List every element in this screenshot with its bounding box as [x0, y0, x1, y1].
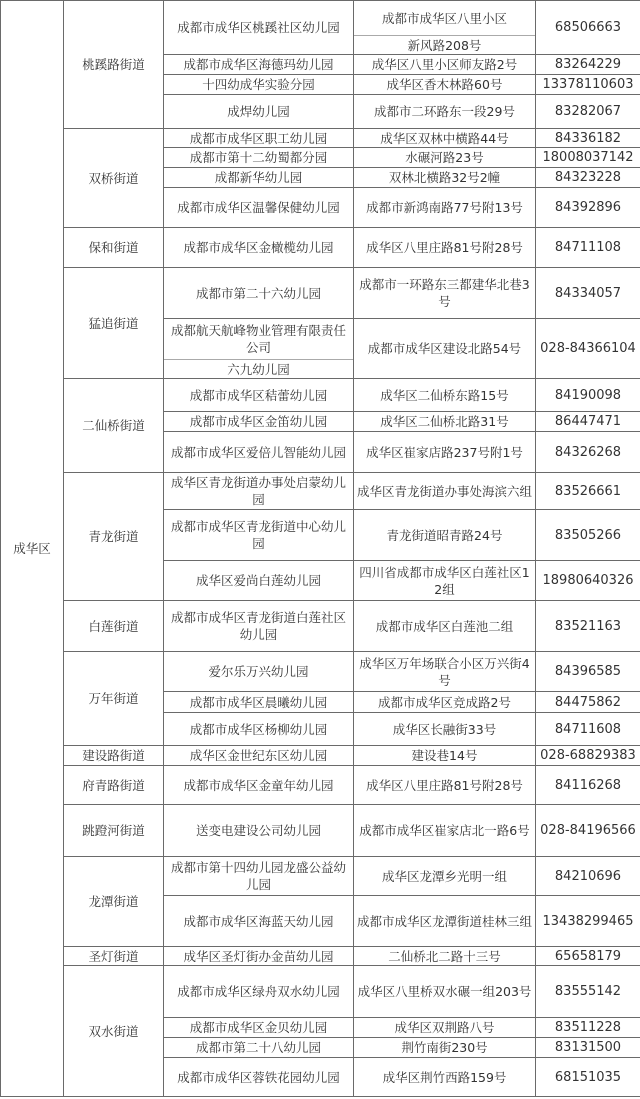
address-cell: 成都市一环路东三都建华北巷3号 — [354, 268, 536, 319]
school-name-cell: 成都市成华区金橄榄幼儿园 — [164, 228, 354, 268]
school-name-cell: 十四幼成华实验分园 — [164, 75, 354, 95]
street-cell: 万年街道 — [64, 652, 164, 746]
street-cell: 桃蹊路街道 — [64, 1, 164, 129]
phone-cell: 84326268 — [536, 432, 640, 473]
address-cell: 水碾河路23号 — [354, 148, 536, 168]
address-cell: 成华区八里桥双水碾一组203号 — [354, 966, 536, 1018]
school-name-cell-line: 六九幼儿园 — [164, 359, 353, 378]
table-row — [1, 805, 640, 857]
phone-cell: 84116268 — [536, 766, 640, 805]
street-cell: 猛追街道 — [64, 268, 164, 379]
phone-cell: 83555142 — [536, 966, 640, 1018]
phone-cell: 13438299465 — [536, 896, 640, 947]
school-name-cell: 成都市成华区绿舟双水幼儿园 — [164, 966, 354, 1018]
table-row — [1, 1, 640, 55]
address-cell: 建设巷14号 — [354, 746, 536, 766]
phone-cell: 84334057 — [536, 268, 640, 319]
phone-cell: 028-84366104 — [536, 319, 640, 379]
address-cell-line: 新风路208号 — [354, 35, 535, 54]
address-cell: 荆竹南街230号 — [354, 1038, 536, 1058]
school-name-cell — [164, 319, 354, 379]
phone-cell: 84210696 — [536, 857, 640, 896]
address-cell-line: 成都市成华区八里小区 — [381, 10, 507, 26]
street-cell: 双桥街道 — [64, 129, 164, 228]
address-cell: 成华区双荆路八号 — [354, 1018, 536, 1038]
school-name-cell: 成都市成华区晨曦幼儿园 — [164, 692, 354, 713]
school-name-cell: 成都市成华区青龙街道中心幼儿园 — [164, 510, 354, 561]
table-row — [1, 947, 640, 966]
phone-cell: 68506663 — [536, 1, 640, 55]
table-row — [1, 966, 640, 1018]
school-name-cell: 成都市成华区温馨保健幼儿园 — [164, 188, 354, 228]
school-name-cell: 成华区爱尚白莲幼儿园 — [164, 561, 354, 601]
phone-cell: 028-84196566 — [536, 805, 640, 857]
school-name-cell: 成都市第十四幼儿园龙盛公益幼儿园 — [164, 857, 354, 896]
school-name-cell: 成都市第十二幼蜀都分园 — [164, 148, 354, 168]
table-row — [1, 379, 640, 412]
school-name-cell: 成都市成华区职工幼儿园 — [164, 129, 354, 148]
address-cell: 成华区香木林路60号 — [354, 75, 536, 95]
address-cell: 二仙桥北二路十三号 — [354, 947, 536, 966]
school-name-cell: 成都市成华区金贝幼儿园 — [164, 1018, 354, 1038]
phone-cell: 65658179 — [536, 947, 640, 966]
address-cell: 成都市成华区龙潭街道桂林三组 — [354, 896, 536, 947]
address-cell: 成华区八里庄路81号附28号 — [354, 228, 536, 268]
phone-cell: 84392896 — [536, 188, 640, 228]
school-name-cell: 成都市第二十八幼儿园 — [164, 1038, 354, 1058]
phone-cell: 84336182 — [536, 129, 640, 148]
phone-cell: 028-68829383 — [536, 746, 640, 766]
phone-cell: 84396585 — [536, 652, 640, 692]
phone-cell: 86447471 — [536, 412, 640, 432]
address-cell: 青龙街道昭青路24号 — [354, 510, 536, 561]
table-row — [1, 129, 640, 148]
address-cell: 成都市成华区白莲池二组 — [354, 601, 536, 652]
address-cell: 成华区双林中横路44号 — [354, 129, 536, 148]
phone-cell: 84190098 — [536, 379, 640, 412]
phone-cell: 83505266 — [536, 510, 640, 561]
phone-cell: 18008037142 — [536, 148, 640, 168]
phone-cell: 83511228 — [536, 1018, 640, 1038]
address-cell: 成华区八里庄路81号附28号 — [354, 766, 536, 805]
phone-cell: 13378110603 — [536, 75, 640, 95]
address-cell: 成都市成华区崔家店北一路6号 — [354, 805, 536, 857]
phone-cell: 83131500 — [536, 1038, 640, 1058]
table-row — [1, 228, 640, 268]
street-cell: 双水街道 — [64, 966, 164, 1097]
school-name-cell: 成都市成华区青龙街道白莲社区幼儿园 — [164, 601, 354, 652]
table-row — [1, 766, 640, 805]
address-cell: 成华区二仙桥北路31号 — [354, 412, 536, 432]
address-cell: 成华区龙潭乡光明一组 — [354, 857, 536, 896]
street-cell: 府青路街道 — [64, 766, 164, 805]
school-name-cell: 成都市第二十六幼儿园 — [164, 268, 354, 319]
address-cell: 成华区崔家店路237号附1号 — [354, 432, 536, 473]
phone-cell: 68151035 — [536, 1058, 640, 1097]
address-cell: 成都市成华区竞成路2号 — [354, 692, 536, 713]
school-name-cell: 成都市成华区爱倍儿智能幼儿园 — [164, 432, 354, 473]
table-row — [1, 746, 640, 766]
school-name-cell: 成华区金世纪东区幼儿园 — [164, 746, 354, 766]
school-name-cell: 成都市成华区桃蹊社区幼儿园 — [164, 1, 354, 55]
address-cell: 成华区长融街33号 — [354, 713, 536, 746]
table-row — [1, 601, 640, 652]
phone-cell: 84711608 — [536, 713, 640, 746]
address-cell: 成都市新鸿南路77号附13号 — [354, 188, 536, 228]
table-row — [1, 857, 640, 896]
school-name-cell: 成焊幼儿园 — [164, 95, 354, 129]
address-cell: 四川省成都市成华区白莲社区12组 — [354, 561, 536, 601]
school-name-cell: 成都市成华区杨柳幼儿园 — [164, 713, 354, 746]
address-cell: 成都市成华区建设北路54号 — [354, 319, 536, 379]
phone-cell: 84475862 — [536, 692, 640, 713]
phone-cell: 83264229 — [536, 55, 640, 75]
phone-cell: 84323228 — [536, 168, 640, 188]
address-cell: 成都市二环路东一段29号 — [354, 95, 536, 129]
phone-cell: 83282067 — [536, 95, 640, 129]
school-name-cell: 爱尔乐万兴幼儿园 — [164, 652, 354, 692]
school-name-cell: 成都市成华区金童年幼儿园 — [164, 766, 354, 805]
district-cell: 成华区 — [1, 1, 64, 1097]
street-cell: 建设路街道 — [64, 746, 164, 766]
street-cell: 白莲街道 — [64, 601, 164, 652]
school-name-cell: 成都市成华区海蓝天幼儿园 — [164, 896, 354, 947]
phone-cell: 83521163 — [536, 601, 640, 652]
address-cell: 成华区荆竹西路159号 — [354, 1058, 536, 1097]
street-cell: 龙潭街道 — [64, 857, 164, 947]
street-cell: 二仙桥街道 — [64, 379, 164, 473]
address-cell: 双林北横路32号2幢 — [354, 168, 536, 188]
table-body — [1, 1, 640, 1097]
school-name-cell: 成华区青龙街道办事处启蒙幼儿园 — [164, 473, 354, 510]
table-row — [1, 652, 640, 692]
school-name-cell: 成华区圣灯街办金苗幼儿园 — [164, 947, 354, 966]
school-name-cell: 成都市成华区秸蕾幼儿园 — [164, 379, 354, 412]
street-cell: 保和街道 — [64, 228, 164, 268]
phone-cell: 18980640326 — [536, 561, 640, 601]
school-name-cell: 送变电建设公司幼儿园 — [164, 805, 354, 857]
address-cell: 成华区八里小区师友路2号 — [354, 55, 536, 75]
street-cell: 青龙街道 — [64, 473, 164, 601]
phone-cell: 83526661 — [536, 473, 640, 510]
school-name-cell: 成都市成华区海德玛幼儿园 — [164, 55, 354, 75]
table-row — [1, 268, 640, 319]
phone-cell: 84711108 — [536, 228, 640, 268]
address-cell — [354, 1, 536, 55]
school-name-cell-line: 成都航天航峰物业管理有限责任公司 — [170, 323, 346, 355]
address-cell: 成华区万年场联合小区万兴街4号 — [354, 652, 536, 692]
school-name-cell: 成都市成华区蓉铁花园幼儿园 — [164, 1058, 354, 1097]
street-cell: 跳蹬河街道 — [64, 805, 164, 857]
table-row — [1, 473, 640, 510]
school-name-cell: 成都市成华区金笛幼儿园 — [164, 412, 354, 432]
school-name-cell: 成都新华幼儿园 — [164, 168, 354, 188]
address-cell: 成华区二仙桥东路15号 — [354, 379, 536, 412]
address-cell: 成华区青龙街道办事处海滨六组 — [354, 473, 536, 510]
street-cell: 圣灯街道 — [64, 947, 164, 966]
